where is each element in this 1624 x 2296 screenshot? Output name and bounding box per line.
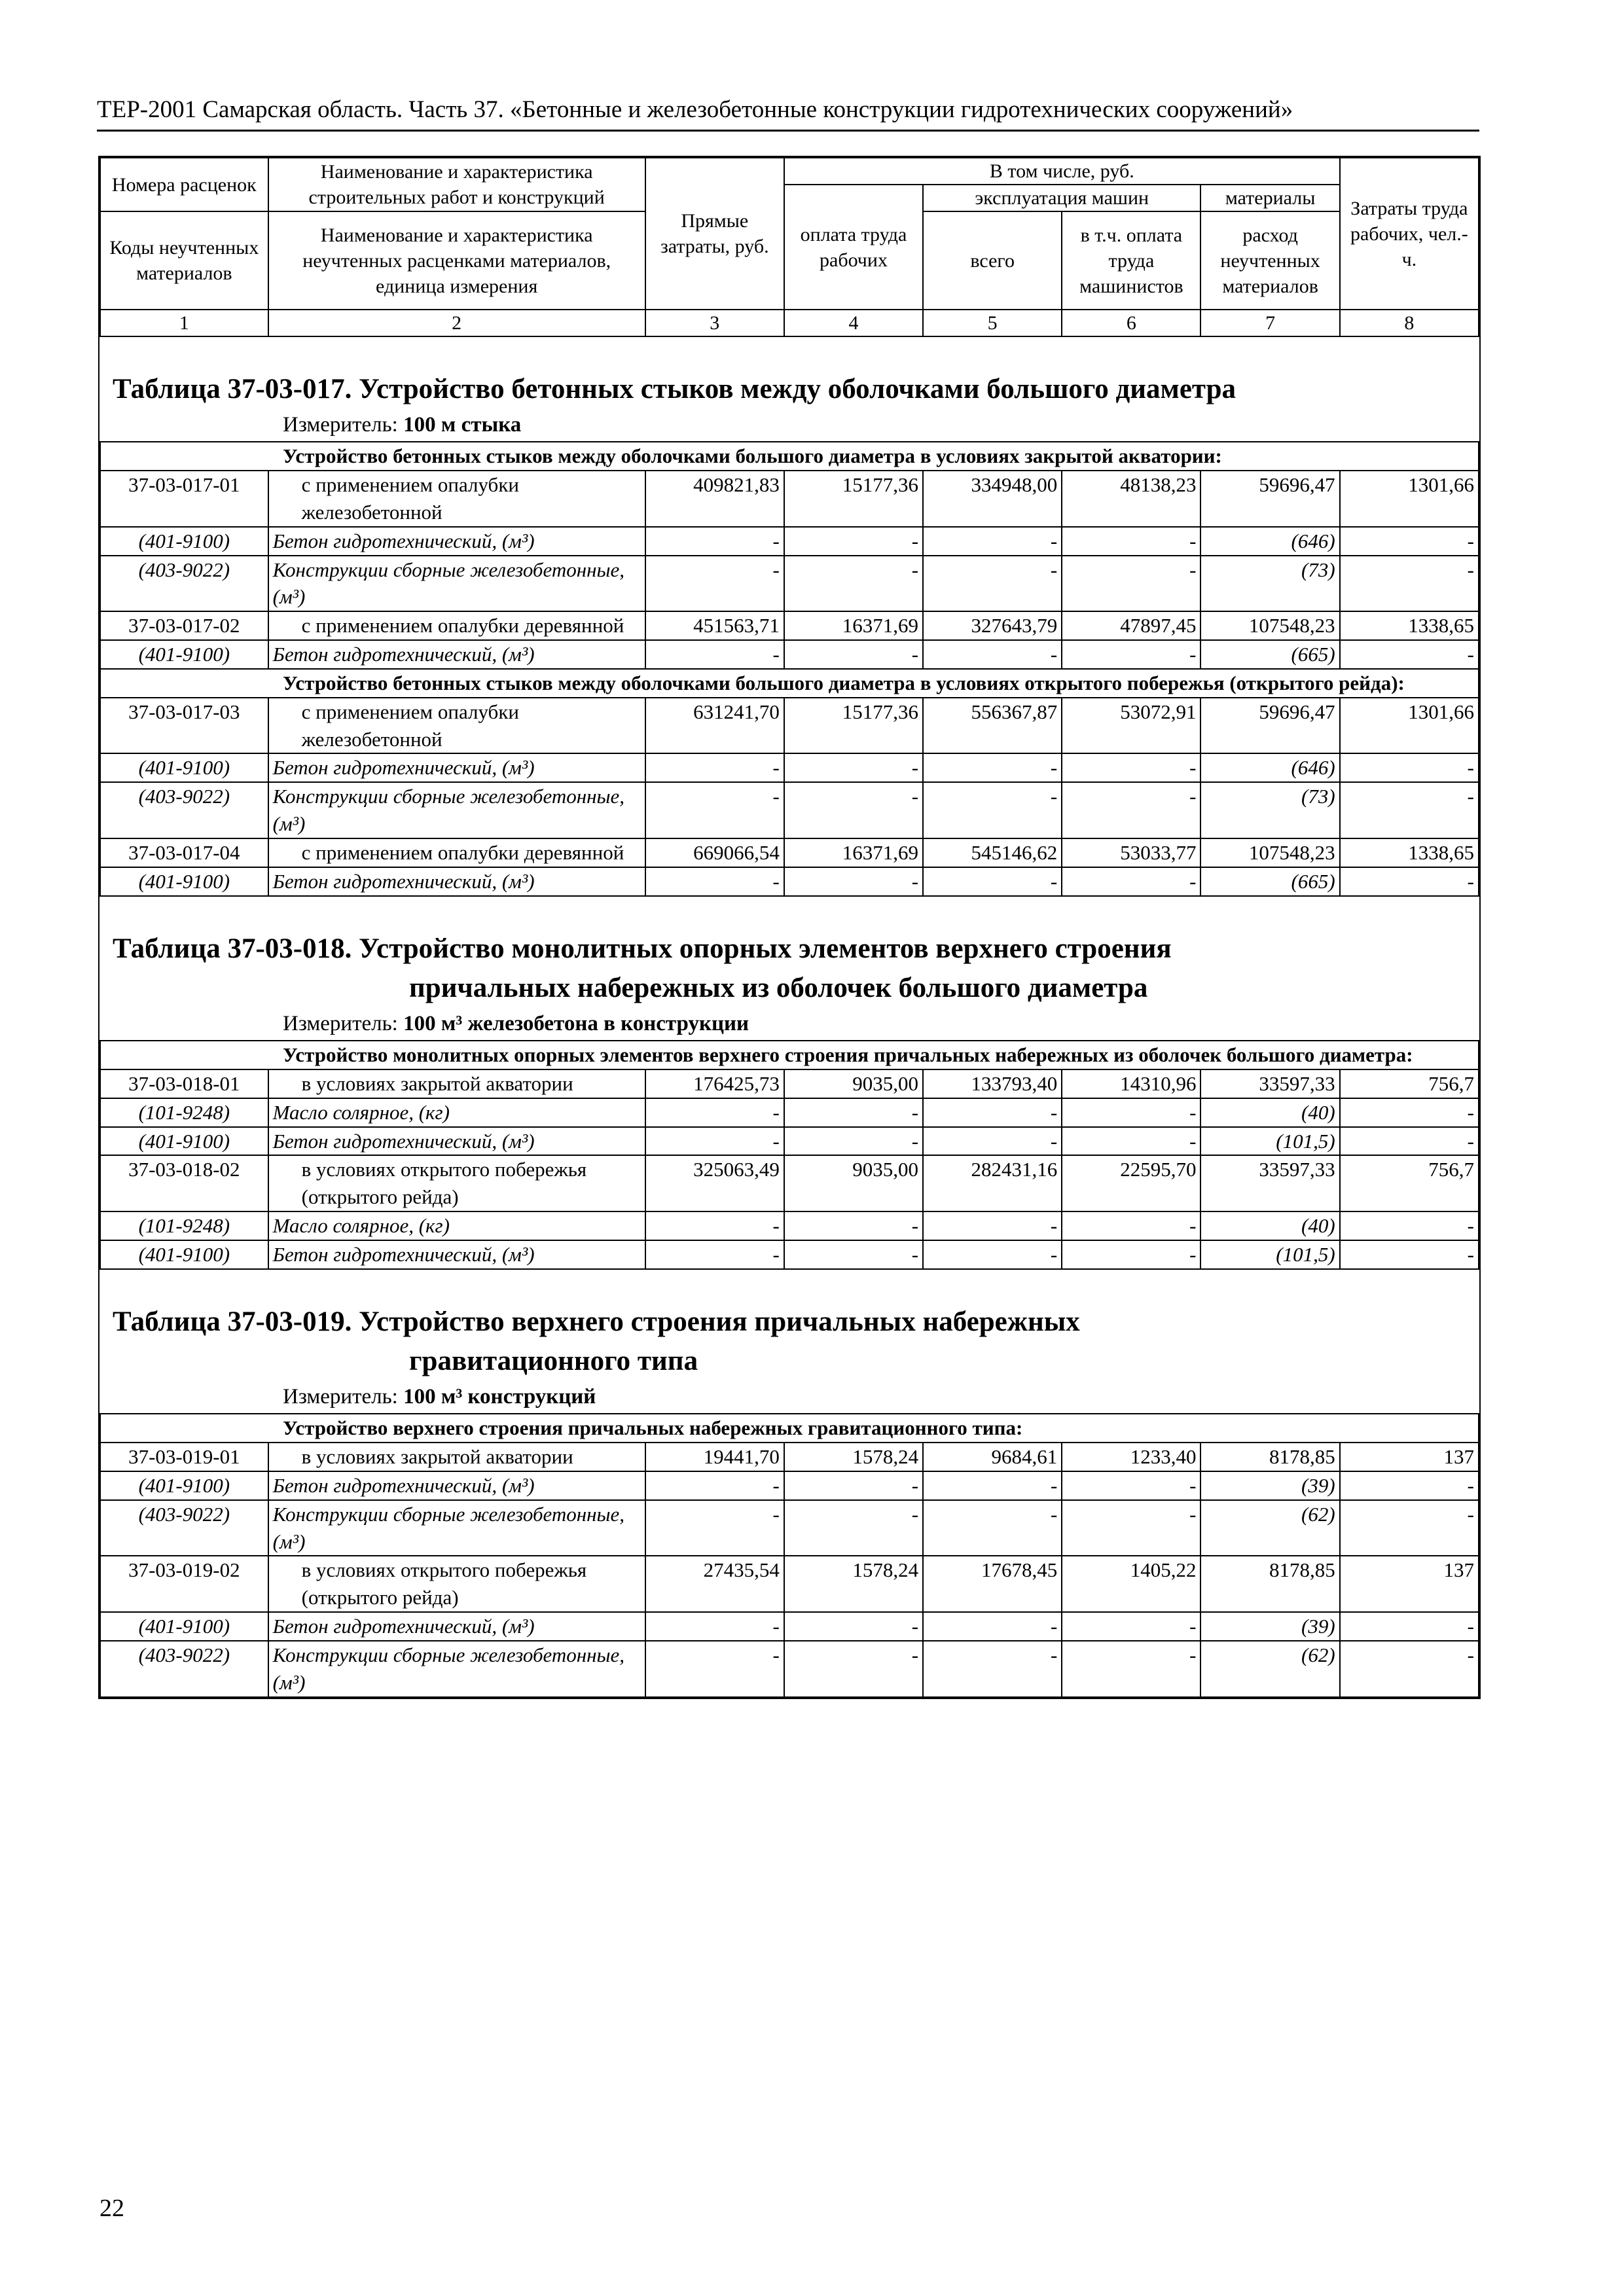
group-heading: Устройство бетонных стыков между оболочками большого диаметра в условиях открытого побережья (открытого рейда): (100, 669, 1479, 698)
row-machines-total: - (923, 867, 1062, 896)
page-number: 22 (99, 2195, 124, 2222)
material-row (100, 1127, 1479, 1156)
row-labor-wages: - (784, 1641, 923, 1697)
row-direct-costs: - (645, 1471, 784, 1500)
row-name: в условиях закрытой акватории (268, 1069, 645, 1098)
header-col2-bottom: Наименование и характеристика неучтенных расценками материалов, единица измерения (268, 211, 645, 310)
measurer-value: 100 м³ конструкций (403, 1385, 596, 1409)
row-machinist-wages: - (1062, 1500, 1200, 1556)
row-materials: (101,5) (1200, 1127, 1339, 1156)
section-title (99, 1270, 1479, 1381)
rate-row (100, 1069, 1479, 1098)
column-number: 1 (100, 310, 268, 336)
row-machines-total: - (923, 527, 1062, 556)
row-direct-costs: - (645, 1240, 784, 1269)
row-direct-costs: - (645, 1500, 784, 1556)
row-machinist-wages: 1233,40 (1062, 1443, 1200, 1471)
header-col4: оплата труда рабочих (784, 185, 923, 310)
row-labor-hours: 1338,65 (1340, 611, 1479, 640)
header-col2-top: Наименование и характеристика строительных работ и конструкций (268, 158, 645, 211)
row-direct-costs: - (645, 640, 784, 669)
row-machinist-wages: 22595,70 (1062, 1155, 1200, 1211)
row-machines-total: - (923, 1098, 1062, 1127)
material-row (100, 556, 1479, 612)
header-machines: эксплуатация машин (923, 185, 1200, 211)
row-machines-total: - (923, 782, 1062, 838)
row-machinist-wages: - (1062, 1098, 1200, 1127)
row-labor-wages: - (784, 782, 923, 838)
row-labor-wages: - (784, 556, 923, 612)
section-title-line2: гравитационного типа (409, 1346, 698, 1376)
row-materials: (39) (1200, 1612, 1339, 1641)
row-direct-costs: - (645, 753, 784, 782)
row-labor-wages: 1578,24 (784, 1556, 923, 1612)
table-header (99, 157, 1479, 337)
row-direct-costs: - (645, 1098, 784, 1127)
material-row (100, 640, 1479, 669)
row-name: Конструкции сборные железобетонные, (м³) (268, 556, 645, 612)
row-labor-wages: 9035,00 (784, 1069, 923, 1098)
row-code: (401-9100) (100, 640, 268, 669)
row-materials: (39) (1200, 1471, 1339, 1500)
row-machinist-wages: 1405,22 (1062, 1556, 1200, 1612)
row-machines-total: - (923, 1471, 1062, 1500)
header-col3: Прямые затраты, руб. (645, 158, 784, 310)
row-labor-wages: - (784, 1471, 923, 1500)
rate-row (100, 611, 1479, 640)
row-direct-costs: - (645, 527, 784, 556)
row-name: Бетон гидротехнический, (м³) (268, 640, 645, 669)
row-name: Масло солярное, (кг) (268, 1211, 645, 1240)
row-labor-wages: 16371,69 (784, 611, 923, 640)
row-labor-hours: - (1340, 640, 1479, 669)
column-number: 4 (784, 310, 923, 336)
row-labor-hours: - (1340, 1098, 1479, 1127)
row-machines-total: - (923, 1211, 1062, 1240)
row-labor-hours: 1338,65 (1340, 838, 1479, 867)
running-header: ТЕР-2001 Самарская область. Часть 37. «Бетонные и железобетонные конструкции гидротехнических сооружений» (97, 96, 1293, 123)
row-machines-total: - (923, 1612, 1062, 1641)
section-title-line1: Таблица 37-03-019. Устройство верхнего строения причальных набережных (113, 1306, 1080, 1337)
row-machinist-wages: 48138,23 (1062, 471, 1200, 527)
row-labor-wages: 15177,36 (784, 698, 923, 754)
row-labor-hours: 756,7 (1340, 1155, 1479, 1211)
row-labor-wages: - (784, 867, 923, 896)
row-machines-total: 17678,45 (923, 1556, 1062, 1612)
row-materials: (101,5) (1200, 1240, 1339, 1269)
section-table (99, 1413, 1479, 1697)
row-machines-total: - (923, 640, 1062, 669)
row-code: 37-03-018-01 (100, 1069, 268, 1098)
row-machinist-wages: - (1062, 1641, 1200, 1697)
row-name: с применением опалубки железобетонной (268, 471, 645, 527)
row-labor-hours: - (1340, 867, 1479, 896)
row-code: (401-9100) (100, 1240, 268, 1269)
row-direct-costs: - (645, 1127, 784, 1156)
row-direct-costs: 631241,70 (645, 698, 784, 754)
row-direct-costs: - (645, 1211, 784, 1240)
material-row (100, 867, 1479, 896)
row-direct-costs: - (645, 867, 784, 896)
row-labor-hours: - (1340, 1240, 1479, 1269)
row-name: Бетон гидротехнический, (м³) (268, 867, 645, 896)
row-labor-wages: - (784, 1240, 923, 1269)
measurer (99, 409, 1479, 441)
section-title (99, 897, 1479, 1008)
row-direct-costs: - (645, 556, 784, 612)
row-materials: 8178,85 (1200, 1556, 1339, 1612)
measurer-label: Измеритель: (283, 1012, 398, 1036)
row-direct-costs: 27435,54 (645, 1556, 784, 1612)
rate-row (100, 1155, 1479, 1211)
row-materials: (73) (1200, 782, 1339, 838)
row-code: 37-03-017-01 (100, 471, 268, 527)
header-rule (97, 130, 1479, 132)
row-materials: (73) (1200, 556, 1339, 612)
row-name: с применением опалубки деревянной (268, 611, 645, 640)
row-machinist-wages: - (1062, 1612, 1200, 1641)
section-title-line2: причальных набережных из оболочек большого диаметра (409, 972, 1148, 1003)
rate-row (100, 1443, 1479, 1471)
section-table (99, 1040, 1479, 1270)
row-machinist-wages: 53033,77 (1062, 838, 1200, 867)
row-labor-hours: 756,7 (1340, 1069, 1479, 1098)
row-labor-hours: - (1340, 1641, 1479, 1697)
row-machinist-wages: - (1062, 527, 1200, 556)
row-labor-hours: - (1340, 1500, 1479, 1556)
row-machinist-wages: - (1062, 1127, 1200, 1156)
row-name: Бетон гидротехнический, (м³) (268, 1240, 645, 1269)
row-labor-wages: - (784, 1098, 923, 1127)
row-name: Конструкции сборные железобетонные, (м³) (268, 1500, 645, 1556)
column-number: 7 (1200, 310, 1339, 336)
row-labor-hours: 137 (1340, 1556, 1479, 1612)
row-direct-costs: 19441,70 (645, 1443, 784, 1471)
row-code: 37-03-018-02 (100, 1155, 268, 1211)
row-labor-wages: - (784, 527, 923, 556)
row-code: (403-9022) (100, 782, 268, 838)
row-machines-total: - (923, 753, 1062, 782)
row-direct-costs: - (645, 1641, 784, 1697)
row-labor-hours: - (1340, 1612, 1479, 1641)
column-number: 8 (1340, 310, 1479, 336)
row-labor-hours: - (1340, 1127, 1479, 1156)
row-materials: (646) (1200, 527, 1339, 556)
column-number: 2 (268, 310, 645, 336)
header-col1-top: Номера расценок (100, 158, 268, 211)
row-machines-total: 282431,16 (923, 1155, 1062, 1211)
row-code: 37-03-017-02 (100, 611, 268, 640)
row-name: с применением опалубки деревянной (268, 838, 645, 867)
row-code: (401-9100) (100, 753, 268, 782)
group-heading: Устройство монолитных опорных элементов верхнего строения причальных набережных из оболочек большого диаметра: (100, 1041, 1479, 1069)
row-machinist-wages: - (1062, 867, 1200, 896)
material-row (100, 1500, 1479, 1556)
row-labor-hours: - (1340, 556, 1479, 612)
row-code: (101-9248) (100, 1098, 268, 1127)
row-materials: (62) (1200, 1641, 1339, 1697)
row-code: (401-9100) (100, 1612, 268, 1641)
rate-row (100, 1556, 1479, 1612)
row-labor-wages: 1578,24 (784, 1443, 923, 1471)
group-heading: Устройство бетонных стыков между оболочками большого диаметра в условиях закрытой акватории: (100, 442, 1479, 471)
row-machinist-wages: 14310,96 (1062, 1069, 1200, 1098)
column-number: 6 (1062, 310, 1200, 336)
row-name: Бетон гидротехнический, (м³) (268, 527, 645, 556)
row-materials: (62) (1200, 1500, 1339, 1556)
row-labor-wages: 15177,36 (784, 471, 923, 527)
header-col7: расход неучтенных материалов (1200, 211, 1339, 310)
material-row (100, 1641, 1479, 1697)
row-direct-costs: 451563,71 (645, 611, 784, 640)
row-materials: 107548,23 (1200, 611, 1339, 640)
section-title-line1: Таблица 37-03-017. Устройство бетонных стыков между оболочками большого диаметра (113, 374, 1236, 404)
row-labor-hours: - (1340, 1211, 1479, 1240)
header-materials: материалы (1200, 185, 1339, 211)
row-machinist-wages: - (1062, 556, 1200, 612)
row-labor-hours: - (1340, 753, 1479, 782)
row-name: Конструкции сборные железобетонные, (м³) (268, 782, 645, 838)
material-row (100, 1211, 1479, 1240)
row-machinist-wages: - (1062, 753, 1200, 782)
row-name: Бетон гидротехнический, (м³) (268, 1612, 645, 1641)
row-materials: 33597,33 (1200, 1069, 1339, 1098)
row-name: Бетон гидротехнический, (м³) (268, 753, 645, 782)
row-direct-costs: 669066,54 (645, 838, 784, 867)
header-col1-bottom: Коды неучтенных материалов (100, 211, 268, 310)
material-row (100, 782, 1479, 838)
row-code: 37-03-017-04 (100, 838, 268, 867)
rate-row (100, 698, 1479, 754)
column-number: 5 (923, 310, 1062, 336)
header-col8: Затраты труда рабочих, чел.-ч. (1340, 158, 1479, 310)
row-machines-total: 9684,61 (923, 1443, 1062, 1471)
row-machines-total: - (923, 556, 1062, 612)
row-code: (401-9100) (100, 867, 268, 896)
section-table (99, 441, 1479, 897)
header-including: В том числе, руб. (784, 158, 1340, 185)
row-labor-hours: - (1340, 527, 1479, 556)
row-labor-wages: 9035,00 (784, 1155, 923, 1211)
row-labor-wages: - (784, 640, 923, 669)
row-materials: (646) (1200, 753, 1339, 782)
measurer (99, 1381, 1479, 1413)
row-materials: 33597,33 (1200, 1155, 1339, 1211)
row-machines-total: 556367,87 (923, 698, 1062, 754)
row-machinist-wages: 47897,45 (1062, 611, 1200, 640)
measurer-value: 100 м³ железобетона в конструкции (403, 1012, 749, 1036)
row-machines-total: 334948,00 (923, 471, 1062, 527)
row-direct-costs: - (645, 1612, 784, 1641)
row-machines-total: 545146,62 (923, 838, 1062, 867)
row-machines-total: - (923, 1127, 1062, 1156)
measurer (99, 1008, 1479, 1040)
material-row (100, 1471, 1479, 1500)
row-machines-total: 133793,40 (923, 1069, 1062, 1098)
rates-table (98, 156, 1481, 1699)
row-name: Бетон гидротехнический, (м³) (268, 1127, 645, 1156)
row-machinist-wages: - (1062, 1211, 1200, 1240)
row-labor-wages: - (784, 1612, 923, 1641)
row-code: (401-9100) (100, 527, 268, 556)
group-heading: Устройство верхнего строения причальных набережных гравитационного типа: (100, 1414, 1479, 1443)
row-machines-total: - (923, 1641, 1062, 1697)
row-machinist-wages: - (1062, 1471, 1200, 1500)
header-col5: всего (923, 211, 1062, 310)
row-labor-wages: - (784, 1127, 923, 1156)
row-code: 37-03-019-01 (100, 1443, 268, 1471)
row-direct-costs: 176425,73 (645, 1069, 784, 1098)
row-materials: 107548,23 (1200, 838, 1339, 867)
row-labor-wages: 16371,69 (784, 838, 923, 867)
row-materials: (665) (1200, 867, 1339, 896)
row-materials: (665) (1200, 640, 1339, 669)
row-code: 37-03-017-03 (100, 698, 268, 754)
row-name: Бетон гидротехнический, (м³) (268, 1471, 645, 1500)
material-row (100, 1612, 1479, 1641)
row-materials: 59696,47 (1200, 471, 1339, 527)
row-materials: 59696,47 (1200, 698, 1339, 754)
row-labor-hours: 1301,66 (1340, 698, 1479, 754)
row-name: Конструкции сборные железобетонные, (м³) (268, 1641, 645, 1697)
row-machinist-wages: - (1062, 782, 1200, 838)
row-code: (101-9248) (100, 1211, 268, 1240)
rate-row (100, 471, 1479, 527)
sections-container (99, 337, 1479, 1698)
row-code: (403-9022) (100, 1500, 268, 1556)
row-labor-hours: - (1340, 782, 1479, 838)
row-machines-total: - (923, 1240, 1062, 1269)
row-labor-hours: - (1340, 1471, 1479, 1500)
row-code: 37-03-019-02 (100, 1556, 268, 1612)
row-name: в условиях открытого побережья (открытого рейда) (268, 1155, 645, 1211)
measurer-label: Измеритель: (283, 413, 398, 437)
row-name: с применением опалубки железобетонной (268, 698, 645, 754)
row-machines-total: - (923, 1500, 1062, 1556)
row-labor-wages: - (784, 753, 923, 782)
row-direct-costs: 325063,49 (645, 1155, 784, 1211)
row-direct-costs: 409821,83 (645, 471, 784, 527)
row-machinist-wages: 53072,91 (1062, 698, 1200, 754)
row-machinist-wages: - (1062, 1240, 1200, 1269)
material-row (100, 753, 1479, 782)
row-code: (401-9100) (100, 1471, 268, 1500)
header-col6: в т.ч. оплата труда машинистов (1062, 211, 1200, 310)
row-code: (401-9100) (100, 1127, 268, 1156)
row-code: (403-9022) (100, 556, 268, 612)
measurer-value: 100 м стыка (403, 413, 522, 437)
column-number: 3 (645, 310, 784, 336)
row-direct-costs: - (645, 782, 784, 838)
row-name: в условиях открытого побережья (открытого рейда) (268, 1556, 645, 1612)
row-labor-wages: - (784, 1211, 923, 1240)
section-title-line1: Таблица 37-03-018. Устройство монолитных опорных элементов верхнего строения (113, 933, 1172, 964)
material-row (100, 1098, 1479, 1127)
row-materials: (40) (1200, 1211, 1339, 1240)
section-title (99, 337, 1479, 409)
row-name: в условиях закрытой акватории (268, 1443, 645, 1471)
material-row (100, 1240, 1479, 1269)
row-machinist-wages: - (1062, 640, 1200, 669)
row-labor-wages: - (784, 1500, 923, 1556)
material-row (100, 527, 1479, 556)
row-machines-total: 327643,79 (923, 611, 1062, 640)
row-labor-hours: 1301,66 (1340, 471, 1479, 527)
rate-row (100, 838, 1479, 867)
row-materials: 8178,85 (1200, 1443, 1339, 1471)
row-code: (403-9022) (100, 1641, 268, 1697)
row-labor-hours: 137 (1340, 1443, 1479, 1471)
measurer-label: Измеритель: (283, 1385, 398, 1409)
row-materials: (40) (1200, 1098, 1339, 1127)
row-name: Масло солярное, (кг) (268, 1098, 645, 1127)
